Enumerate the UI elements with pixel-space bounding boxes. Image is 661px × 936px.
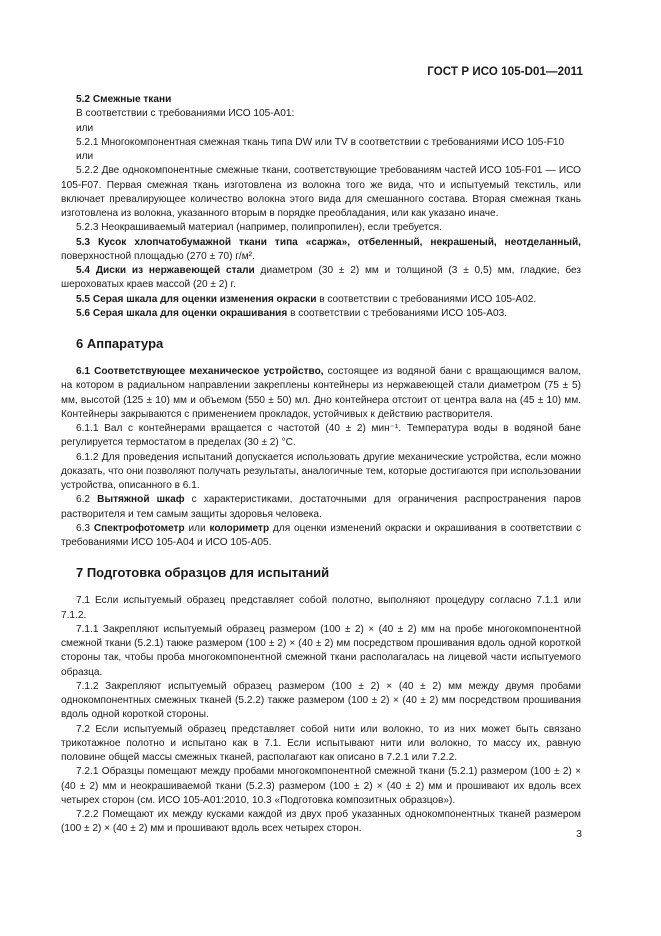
paragraph-6-2-title: Вытяжной шкаф <box>97 494 185 506</box>
paragraph-5-2-2: 5.2.2 Две однокомпонентные смежные ткани, соответствующие требованиям частей ИСО 105-F01 — ИСО 105-F07. Первая смежная ткань изготовлена из волокна того же вида, что и испытуемый текстиль, или включает превалирующее количество волокна этого вида для смешанного состава. Вторая смежная ткань изготовлена из волокна, указанного вторым в порядке преобладания, или как указано иначе. <box>61 165 581 219</box>
paragraph-5-6 <box>61 307 581 321</box>
paragraph-6-2 <box>61 493 581 522</box>
document-header: ГОСТ Р ИСО 105-D01—2011 <box>427 66 583 78</box>
or-text: или <box>76 151 94 162</box>
paragraph-5-4 <box>61 264 581 293</box>
paragraph-6-3-title-b: колориметр <box>209 522 270 534</box>
paragraph-5-5-title: 5.5 Серая шкала для оценки изменения окраски <box>76 293 317 305</box>
paragraph-5-3-text: поверхностной площадью (270 ± 70) г/м². <box>61 250 255 262</box>
section-6-heading: 6 Аппаратура <box>76 336 164 351</box>
paragraph-5-3 <box>61 236 581 265</box>
paragraph-6-1-1: 6.1.1 Вал с контейнерами вращается с частотой (40 ± 2) мин⁻¹. Температура воды в водяной бане регулируется термостатом в пределах (30 ± 2) °С. <box>61 423 581 449</box>
paragraph-6-3 <box>61 522 581 551</box>
paragraph-6-2-number: 6.2 <box>76 494 98 506</box>
paragraph-6-1-2: 6.1.2 Для проведения испытаний допускается использовать другие механические устройства, если можно доказать, что они позволяют получать результаты, аналогичные тем, которые достигаются при использовании устройства, описанного в 6.1. <box>61 451 581 491</box>
paragraph-7-1-2: 7.1.2 Закрепляют испытуемый образец размером (100 ± 2) × (40 ± 2) мм между двумя пробами однокомпонентных смежных тканей (5.2.2) также размером (100 ± 2) × (40 ± 2) мм посредством прошивания вдоль одной короткой стороны. <box>61 680 581 721</box>
paragraph-6-1 <box>61 365 581 422</box>
paragraph-7-2: 7.2 Если испытуемый образец представляет собой нити или волокно, то из них может быть связано трикотажное полотно и испытано как в 7.1. Если испытывают нити или волокно, то массу их, равную половине общей массы смежных тканей, располагают как описано в 7.2.1 или 7.2.2. <box>61 723 581 763</box>
paragraph-5-6-text: в соответствии с требованиями ИСО 105-А03. <box>287 307 508 319</box>
section-5-2-intro: В соответствии с требованиями ИСО 105-А01: <box>76 108 295 120</box>
section-7-heading: 7 Подготовка образцов для испытаний <box>76 565 330 581</box>
paragraph-6-3-joiner: или <box>184 522 210 534</box>
paragraph-5-5-text: в соответствии с требованиями ИСО 105-А02. <box>316 293 537 305</box>
paragraph-5-4-text: диаметром (30 ± 2) мм и толщиной (3 ± 0,5) мм, гладкие, без шероховатых краев массой (20 ± 2) г. <box>61 265 582 291</box>
paragraph-6-3-text: для оценки изменений окраски и окрашивания в соответствии с требованиями ИСО 105-А04 и ИСО 105-А05. <box>61 522 581 548</box>
page-number: 3 <box>576 828 582 840</box>
paragraph-5-2-3: 5.2.3 Неокрашиваемый материал (например, полипропилен), если требуется. <box>76 222 442 234</box>
paragraph-5-4-title: 5.4 Диски из нержавеющей стали <box>76 265 255 276</box>
or-text: или <box>76 122 94 134</box>
paragraph-7-2-2: 7.2.2 Помещают их между кусками каждой из двух проб указанных однокомпонентных тканей размером (100 ± 2) × (40 ± 2) мм и прошивают вдоль всех четырех сторон. <box>61 809 581 835</box>
paragraph-6-3-title-a: Спектрофотометр <box>93 522 185 534</box>
paragraph-5-5 <box>61 293 581 307</box>
paragraph-6-2-text: с характеристиками, достаточными для ограничения распространения паров растворителя и тем самым защиты здоровья человека. <box>61 494 581 520</box>
paragraph-5-2-1: 5.2.1 Многокомпонентная смежная ткань типа DW или TV в соответствии с требованиями ИСО 105-F10 <box>76 136 565 148</box>
paragraph-7-1: 7.1 Если испытуемый образец представляет собой полотно, выполняют процедуру согласно 7.1.1 или 7.1.2. <box>61 595 581 621</box>
page-body <box>61 93 581 837</box>
paragraph-7-1-1: 7.1.1 Закрепляют испытуемый образец размером (100 ± 2) × (40 ± 2) мм на пробе многокомпонентной смежной ткани (5.2.1) также размером (100 ± 2) × (40 ± 2) мм посредством прошивания вдоль одной короткой стороны так, чтобы проба многокомпонентной смежной ткани располагалась на лицевой части испытуемого образца. <box>61 623 581 678</box>
paragraph-5-3-title: 5.3 Кусок хлопчатобумажной ткани типа «саржа», отбеленный, некрашеный, неотделанный, <box>76 236 581 248</box>
paragraph-7-2-1: 7.2.1 Образцы помещают между пробами многокомпонентной смежной ткани (5.2.1) размером (100 ± 2) × (40 ± 2) мм и неокрашиваемой ткани (5.2.3) размером (100 ± 2) × (40 ± 2) мм и прошивают их вдоль всех четырех сторон (см. ИСО 105-А01:2010, 10.3 «Подготовка композитных образцов»). <box>61 766 581 806</box>
section-5-2-title: 5.2 Смежные ткани <box>76 94 172 105</box>
paragraph-6-1-text: состоящее из водяной бани с вращающимся валом, на котором в радиальном направлении закреплены контейнеры из нержавеющей стали диаметром (75 ± 5) мм, высотой (125 ± 10) мм и объемом (550 ± 50) мл. Дно контейнера отстоит от центра вала на (45 ± 10) мм. Контейнеры закрываются с применением прокладок, устойчивых к действию растворителя. <box>61 366 582 420</box>
paragraph-6-1-title: 6.1 Соответствующее механическое устройство, <box>76 366 324 377</box>
paragraph-6-3-number: 6.3 <box>76 522 94 534</box>
paragraph-5-6-title: 5.6 Серая шкала для оценки окрашивания <box>76 307 288 319</box>
